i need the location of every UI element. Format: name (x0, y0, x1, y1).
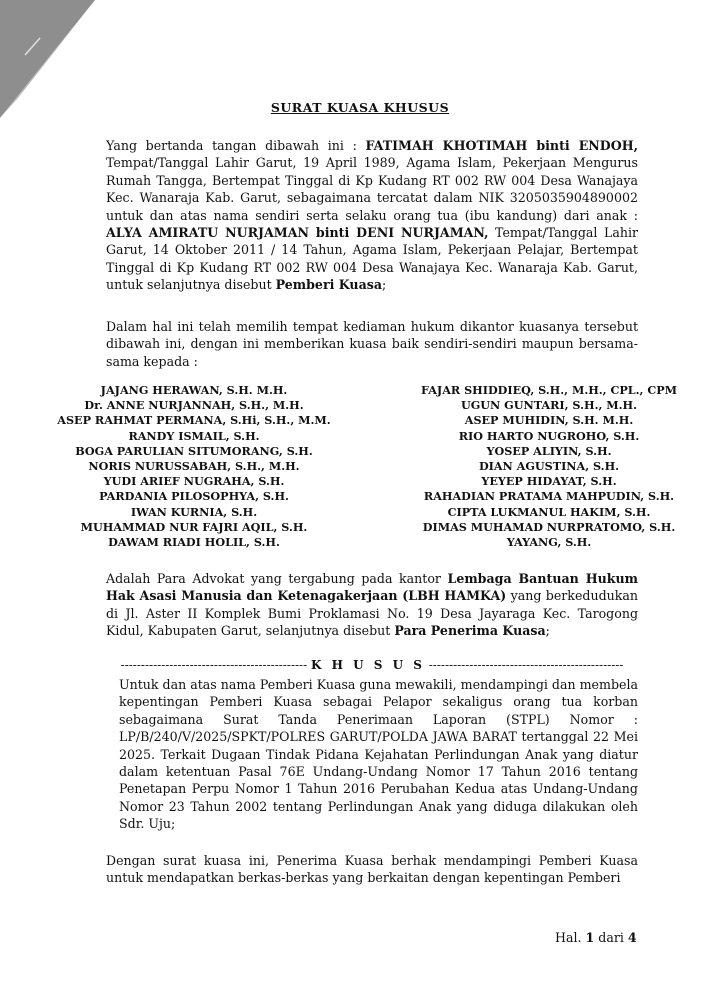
lawyer-name: CIPTA LUKMANUL HAKIM, S.H. (447, 504, 651, 519)
lawyer-name: NORIS NURUSSABAH, S.H., M.H. (88, 459, 300, 474)
page-indicator (555, 930, 637, 945)
advocates-paragraph (106, 570, 638, 640)
closing-paragraph: Dengan surat kuasa ini, Penerima Kuasa berhak mendampingi Pemberi Kuasa untuk mendapatkan berkas-berkas yang berkaitan dengan kepentingan Pemberi (106, 853, 638, 886)
appointment-paragraph: Dalam hal ini telah memilih tempat kediaman hukum dikantor kuasanya tersebut dibawah ini, dengan ini memberikan kuasa baik sendiri-sendiri maupun bersama-sama kepada : (106, 319, 638, 369)
lawyer-name: ASEP RAHMAT PERMANA, S.Hi, S.H., M.M. (57, 413, 331, 428)
lawyer-name: PARDANIA PILOSOPHYA, S.H. (99, 489, 289, 504)
lawyer-name: RIO HARTO NUGROHO, S.H. (458, 428, 640, 443)
lawyer-name: DIMAS MUHAMAD NURPRATOMO, S.H. (422, 519, 676, 534)
lawyer-name: RANDY ISMAIL, S.H. (128, 428, 260, 443)
lawyer-name: JAJANG HERAWAN, S.H. M.H. (100, 383, 288, 397)
lawyer-name: YAYANG, S.H. (506, 535, 592, 550)
khusus-label: K H U S U S (310, 658, 425, 672)
khusus-paragraph: Untuk dan atas nama Pemberi Kuasa guna mewakili, mendampingi dan membela kepentingan Pemberi Kuasa sebagai Pelapor sekaligus orang tua korban sebagaimana Surat Tanda Penerimaan Laporan (STPL) Nomor : LP/B/240/V/2025/SPKT/POLRES GARUT/POLDA JAWA BARAT tertanggal 22 Mei 2025. Terkait Dugaan Tindak Pidana Kejahatan Perlindungan Anak yang diatur dalam ketentuan Pasal 76E Undang-Undang Nomor 17 Tahun 2016 tentang Penetapan Perpu Nomor 1 Tahun 2016 Perubahan Kedua atas Undang-Undang Nomor 23 Tahun 2002 tentang Perlindungan Anak yang diduga dilakukan oleh Sdr. Uju; (119, 677, 639, 832)
document-title: SURAT KUASA KHUSUS (270, 100, 450, 115)
lawyer-name: DIAN AGUSTINA, S.H. (478, 459, 620, 474)
lawyer-name: Dr. ANNE NURJANNAH, S.H., M.H. (84, 398, 304, 413)
khusus-heading (106, 658, 638, 672)
lawyer-name: BOGA PARULIAN SITUMORANG, S.H. (75, 443, 313, 458)
page-current: 1 (585, 930, 595, 945)
advocates-intro: Adalah Para Advokat yang tergabung pada kantor (106, 571, 448, 586)
advocates-end: ; (545, 623, 550, 639)
grantor-intro: Yang bertanda tangan dibawah ini : (106, 138, 366, 153)
lawyer-column-left (0, 383, 388, 550)
lawyer-name: UGUN GUNTARI, S.H., M.H. (460, 398, 637, 413)
lawyer-column-right (388, 383, 710, 550)
grantor-paragraph (106, 137, 638, 294)
lawyer-name: RAHADIAN PRATAMA MAHPUDIN, S.H. (423, 489, 675, 504)
page-prefix: Hal. (555, 930, 586, 945)
lawyer-name: YEYEP HIDAYAT, S.H. (481, 474, 617, 489)
recipient-role: Para Penerima Kuasa (394, 623, 546, 639)
lawyer-name: YUDI ARIEF NUGRAHA, S.H. (103, 474, 285, 489)
lawyer-name: DAWAM RIADI HOLIL, S.H. (108, 535, 280, 550)
lawyer-list (0, 383, 720, 553)
law-office-address: yang berkedudukan di Jl. Aster II Komplek Bumi Proklamasi No. 19 Desa Jayaraga Kec. Tarogong Kidul, Kabupaten Garut, selanjutnya disebut (106, 588, 638, 639)
grantor-name: FATIMAH KHOTIMAH binti ENDOH, (365, 138, 638, 153)
page-mid: dari (594, 930, 628, 945)
lawyer-name: MUHAMMAD NUR FAJRI AQIL, S.H. (80, 519, 308, 534)
grantor-details: Tempat/Tanggal Lahir Garut, 19 April 1989, Agama Islam, Pekerjaan Mengurus Rumah Tangga, Bertempat Tinggal di Kp Kudang RT 002 RW 004 Desa Wanajaya Kec. Wanaraja Kab. Garut, sebagaimana tercatat dalam NIK 3205035904890002 untuk dan atas nama sendiri serta selaku orang tua (ibu kandung) dari anak : (106, 155, 638, 223)
lawyer-name: FAJAR SHIDDIEQ, S.H., M.H., CPL., CPM (420, 383, 678, 397)
grantor-role: Pemberi Kuasa (275, 277, 382, 293)
lawyer-name: ASEP MUHIDIN, S.H. M.H. (464, 413, 634, 428)
page-total: 4 (627, 930, 637, 945)
child-name: ALYA AMIRATU NURJAMAN binti DENI NURJAMAN, (106, 225, 489, 241)
law-office-name: Lembaga Bantuan Hukum Hak Asasi Manusia dan Ketenagakerjaan (LBH HAMKA) (106, 571, 638, 604)
lawyer-name: YOSEP ALIYIN, S.H. (486, 443, 612, 458)
grantor-end: ; (381, 277, 387, 293)
lawyer-name: IWAN KURNIA, S.H. (130, 504, 258, 519)
khusus-dashes-left: ---------------------------------------------- (120, 658, 308, 672)
khusus-dashes-right: ------------------------------------------------ (428, 658, 624, 672)
child-details: Tempat/Tanggal Lahir Garut, 14 Oktober 2011 / 14 Tahun, Agama Islam, Pekerjaan Pelajar, Bertempat Tinggal di Kp Kudang RT 002 RW 004 Desa Wanajaya Kec. Wanaraja Kab. Garut, untuk selanjutnya disebut (106, 225, 638, 293)
